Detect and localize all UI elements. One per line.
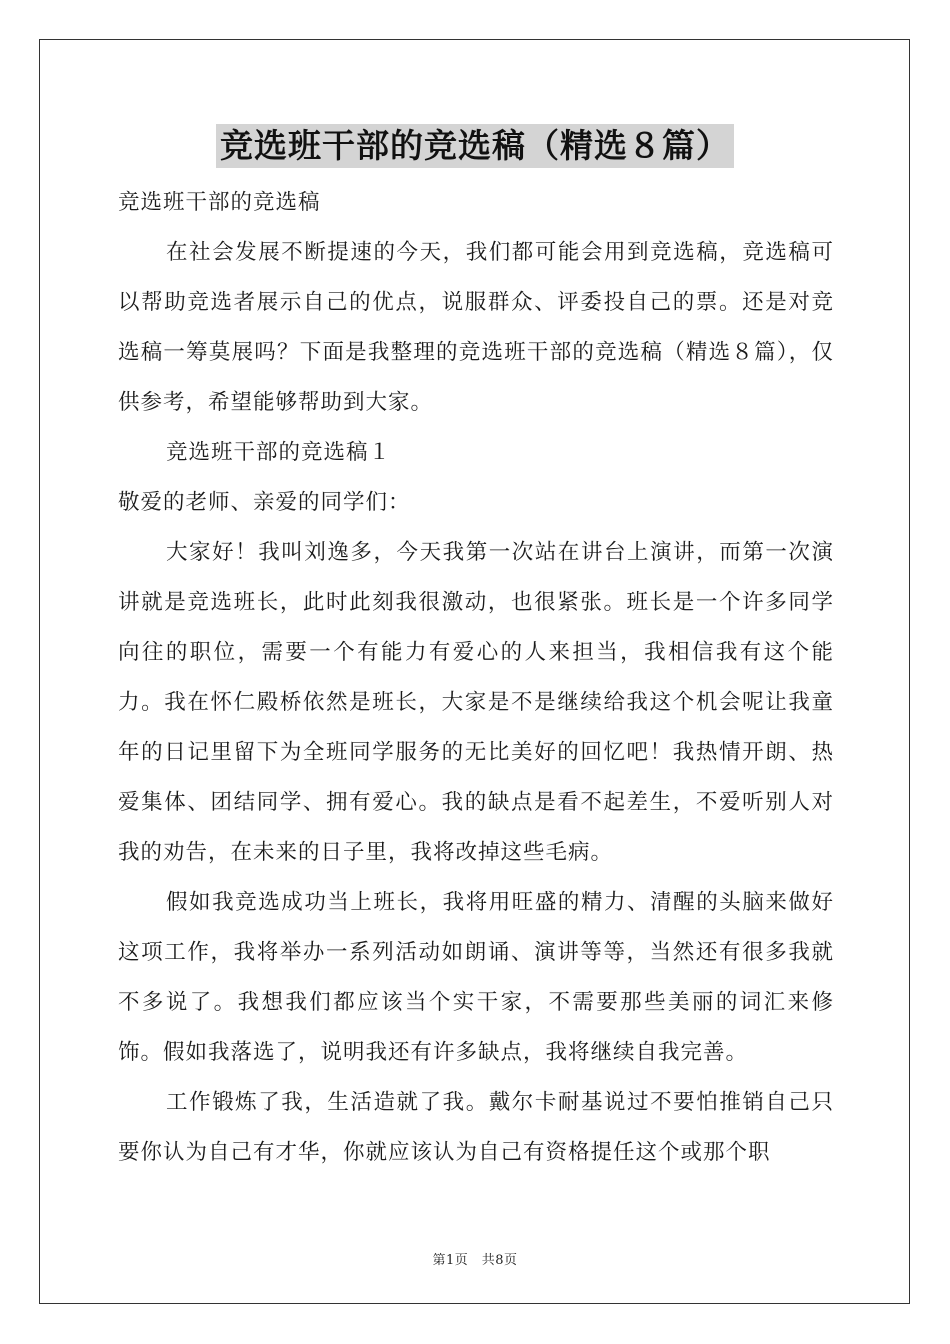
page-number-footer: 第1页 共8页 [432, 1253, 518, 1268]
body-paragraph: 假如我竞选成功当上班长，我将用旺盛的精力、清醒的头脑来做好这项工作，我将举办一系列活动如朗诵、演讲等等，当然还有很多我就不多说了。我想我们都应该当个实干家，不需要那些美丽的词汇来修饰。假如我落选了，说明我还有许多缺点，我将继续自我完善。 [118, 890, 834, 1065]
title-container [0, 124, 950, 168]
salutation: 敬爱的老师、亲爱的同学们： [118, 490, 411, 515]
intro-paragraph: 在社会发展不断提速的今天，我们都可能会用到竞选稿，竞选稿可以帮助竞选者展示自己的优点，说服群众、评委投自己的票。还是对竞选稿一筹莫展吗？下面是我整理的竞选班干部的竞选稿（精选８篇），仅供参考，希望能够帮助到大家。 [118, 240, 834, 415]
section-heading: 竞选班干部的竞选稿１ [166, 440, 392, 465]
body-paragraph: 大家好！我叫刘逸多，今天我第一次站在讲台上演讲，而第一次演讲就是竞选班长，此时此刻我很激动，也很紧张。班长是一个许多同学向往的职位，需要一个有能力有爱心的人来担当，我相信我有这个能力。我在怀仁殿桥依然是班长，大家是不是继续给我这个机会呢让我童年的日记里留下为全班同学服务的无比美好的回忆吧！我热情开朗、热爱集体、团结同学、拥有爱心。我的缺点是看不起差生，不爱听别人对我的劝告，在未来的日子里，我将改掉这些毛病。 [118, 540, 834, 865]
document-subtitle: 竞选班干部的竞选稿 [118, 190, 321, 215]
document-body [118, 178, 834, 1178]
document-title: 竞选班干部的竞选稿（精选８篇） [216, 124, 734, 168]
body-paragraph: 工作锻炼了我，生活造就了我。戴尔卡耐基说过不要怕推销自己只要你认为自己有才华，你就应该认为自己有资格提任这个或那个职 [118, 1090, 834, 1165]
